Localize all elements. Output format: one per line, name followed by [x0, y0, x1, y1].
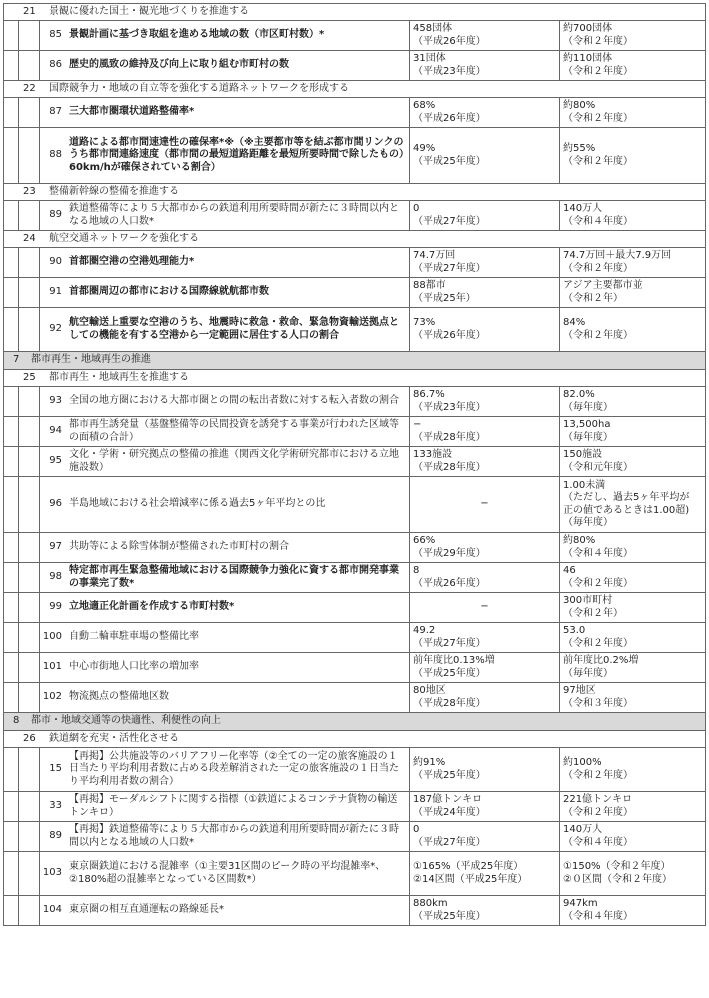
baseline-line: −: [480, 498, 489, 510]
baseline-value: [410, 683, 560, 712]
indent-gutter: [4, 477, 19, 532]
indent-gutter: [4, 748, 19, 791]
indicator-row: [4, 593, 706, 623]
target-line: （令和２年度）: [563, 155, 633, 167]
baseline-line: 86.7%: [413, 389, 445, 401]
baseline-line: ①165%（平成25年度）: [413, 861, 524, 873]
baseline-value: [410, 593, 560, 622]
indicator-row: [4, 308, 706, 352]
target-line: 約80%: [563, 100, 596, 112]
indicator-number: 86: [49, 59, 62, 71]
indicator-name: 【再掲】モーダルシフトに関する指標（①鉄道によるコンテナ貨物の輸送トンキロ）: [66, 792, 410, 821]
target-value: [560, 278, 705, 307]
baseline-value: [410, 533, 560, 562]
measure-number: 24: [23, 232, 36, 244]
indicator-number: 102: [42, 691, 62, 703]
target-value: [560, 563, 705, 592]
target-line: 正の値であるときは1.00超): [563, 504, 690, 516]
measure-number: 22: [23, 82, 36, 94]
baseline-line: 880km: [413, 898, 448, 910]
indent-gutter: [19, 278, 40, 307]
baseline-line: 0: [413, 824, 420, 836]
indicator-row: [4, 417, 706, 447]
target-line: 1.00未満: [563, 479, 606, 491]
indicator-name: 鉄道整備等により５大都市からの鉄道利用所要時間が新たに３時間以内となる地域の人口数*: [66, 201, 410, 230]
target-value: [560, 623, 705, 652]
indent-gutter: [19, 308, 40, 351]
target-line: ②０区間（令和２年度）: [563, 873, 672, 885]
indicator-number: 101: [42, 661, 62, 673]
baseline-value: [410, 201, 560, 230]
target-line: （令和２年度）: [563, 65, 633, 77]
baseline-line: （平成27年度）: [413, 836, 486, 848]
baseline-value: [410, 653, 560, 682]
target-line: （毎年度）: [563, 667, 613, 679]
indent-gutter: [4, 896, 19, 925]
measure-number: 26: [23, 732, 36, 744]
indicator-row: [4, 822, 706, 852]
indent-gutter: [19, 447, 40, 476]
indicator-row: [4, 792, 706, 822]
target-value: [560, 593, 705, 622]
target-value: [560, 387, 705, 416]
target-line: 97地区: [563, 685, 596, 697]
baseline-line: （平成26年度）: [413, 577, 486, 589]
baseline-line: （平成27年度）: [413, 262, 486, 274]
indicator-number: 33: [49, 800, 62, 812]
baseline-value: [410, 447, 560, 476]
baseline-line: （平成26年度）: [413, 35, 486, 47]
indicator-row: [4, 98, 706, 128]
indicator-number: 103: [42, 867, 62, 879]
target-value: [560, 748, 705, 791]
indicator-name: 自動二輪車駐車場の整備比率: [66, 623, 410, 652]
indent-gutter: [19, 748, 40, 791]
indicator-name: 東京圏の相互直通運転の路線延長*: [66, 896, 410, 925]
baseline-value: [410, 308, 560, 351]
indicator-row: [4, 533, 706, 563]
baseline-line: 31団体: [413, 53, 446, 65]
indicator-name: 中心市街地人口比率の増加率: [66, 653, 410, 682]
baseline-value: [410, 417, 560, 446]
indicator-number: 90: [49, 256, 62, 268]
indicator-name: 半島地域における社会増減率に係る過去5ヶ年平均との比: [66, 477, 410, 532]
target-line: （令和４年度）: [563, 910, 633, 922]
indent-gutter: [4, 447, 19, 476]
indent-gutter: [19, 201, 40, 230]
target-line: 82.0%: [563, 389, 595, 401]
measure-row: [4, 81, 706, 98]
baseline-line: （平成25年度）: [413, 667, 486, 679]
baseline-line: 前年度比0.13%増: [413, 655, 495, 667]
indicator-name: 【再掲】公共施設等のバリアフリー化率等（②全ての一定の旅客施設の１日当たり平均利用者数に占める段差解消された一定の旅客施設の１日当たり平均利用者数の割合）: [66, 748, 410, 791]
target-value: [560, 21, 705, 50]
baseline-line: 133施設: [413, 449, 453, 461]
indicator-number: 93: [49, 395, 62, 407]
baseline-line: （平成25年度）: [413, 910, 486, 922]
baseline-line: ②14区間（平成25年度）: [413, 873, 528, 885]
target-line: （毎年度）: [563, 401, 613, 413]
indicator-row: [4, 128, 706, 184]
indicator-row: [4, 248, 706, 278]
measure-row: [4, 4, 706, 21]
indent-gutter: [4, 852, 19, 895]
indent-gutter: [4, 128, 19, 183]
indent-gutter: [4, 51, 19, 80]
target-line: 947km: [563, 898, 598, 910]
baseline-value: [410, 477, 560, 532]
indent-gutter: [19, 683, 40, 712]
indicator-name: 道路による都市間速達性の確保率*※（※主要都市等を結ぶ都市間リンクのうち都市間連絡速度（都市間の最短道路距離を最短所要時間で除したもの）60km/hが確保されている割合）: [66, 128, 410, 183]
indent-gutter: [19, 563, 40, 592]
indicator-name: 東京圏鉄道における混雑率（①主要31区間のピーク時の平均混雑率*、②180%超の混雑率となっている区間数*）: [66, 852, 410, 895]
indent-gutter: [4, 653, 19, 682]
measure-title: 航空交通ネットワークを強化する: [49, 232, 199, 244]
indent-gutter: [4, 308, 19, 351]
measure-title: 鉄道網を充実・活性化させる: [49, 732, 179, 744]
baseline-value: [410, 98, 560, 127]
indent-gutter: [19, 128, 40, 183]
indicator-name: 【再掲】鉄道整備等により５大都市からの鉄道利用所要時間が新たに３時間以内となる地域の人口数*: [66, 822, 410, 851]
target-line: （令和元年度）: [563, 461, 633, 473]
target-line: （令和４年度）: [563, 547, 633, 559]
baseline-value: [410, 822, 560, 851]
baseline-value: [410, 278, 560, 307]
target-line: 前年度比0.2%増: [563, 655, 639, 667]
baseline-value: [410, 21, 560, 50]
target-value: [560, 653, 705, 682]
target-value: [560, 201, 705, 230]
indicator-row: [4, 623, 706, 653]
target-line: 13,500ha: [563, 419, 611, 431]
baseline-line: 8: [413, 565, 420, 577]
target-line: （毎年度）: [563, 516, 613, 528]
indent-gutter: [19, 417, 40, 446]
target-value: [560, 533, 705, 562]
indent-gutter: [19, 822, 40, 851]
measure-row: [4, 184, 706, 201]
baseline-value: [410, 387, 560, 416]
baseline-line: （平成23年度）: [413, 65, 486, 77]
indent-gutter: [4, 533, 19, 562]
indicator-row: [4, 852, 706, 896]
target-line: （令和４年度）: [563, 836, 633, 848]
baseline-line: 約91%: [413, 757, 446, 769]
measure-row: [4, 231, 706, 248]
target-line: 約80%: [563, 535, 596, 547]
indicator-name: 都市再生誘発量（基盤整備等の民間投資を誘発する事業が行われた区域等の面積の合計）: [66, 417, 410, 446]
baseline-line: （平成25年度）: [413, 769, 486, 781]
indicator-row: [4, 278, 706, 308]
indicator-name: 特定都市再生緊急整備地域における国際競争力強化に資する都市開発事業の事業完了数*: [66, 563, 410, 592]
indent-gutter: [19, 387, 40, 416]
baseline-line: −: [480, 601, 489, 613]
policy-number: 8: [13, 715, 20, 727]
indicator-name: 全国の地方圏における大都市圏との間の転出者数に対する転入者数の割合: [66, 387, 410, 416]
indent-gutter: [19, 477, 40, 532]
indicator-row: [4, 748, 706, 792]
indent-gutter: [19, 98, 40, 127]
target-line: ①150%（令和２年度）: [563, 861, 671, 873]
target-value: [560, 417, 705, 446]
baseline-line: （平成26年度）: [413, 112, 486, 124]
baseline-line: （平成28年度）: [413, 431, 486, 443]
indicator-name: 三大都市圏環状道路整備率*: [66, 98, 410, 127]
indent-gutter: [19, 623, 40, 652]
indicator-name: 景観計画に基づき取組を進める地域の数（市区町村数）*: [66, 21, 410, 50]
target-line: （令和２年度）: [563, 577, 633, 589]
baseline-line: （平成29年度）: [413, 547, 486, 559]
indent-gutter: [4, 623, 19, 652]
target-line: （令和３年度）: [563, 697, 633, 709]
indicator-number: 96: [49, 498, 62, 510]
target-line: （令和４年度）: [563, 215, 633, 227]
target-value: [560, 792, 705, 821]
target-value: [560, 128, 705, 183]
baseline-value: [410, 51, 560, 80]
indent-gutter: [4, 21, 19, 50]
baseline-line: （平成25年）: [413, 292, 476, 304]
baseline-line: 458団体: [413, 23, 453, 35]
baseline-line: （平成27年度）: [413, 215, 486, 227]
indicator-row: [4, 51, 706, 81]
baseline-value: [410, 748, 560, 791]
baseline-value: [410, 248, 560, 277]
policy-title: 都市・地域交通等の快適性、利便性の向上: [31, 715, 221, 727]
indicator-number: 89: [49, 209, 62, 221]
indicator-number: 89: [49, 830, 62, 842]
indicator-row: [4, 563, 706, 593]
policy-number: 7: [13, 354, 20, 366]
target-line: 74.7万回＋最大7.9万回: [563, 250, 672, 262]
indent-gutter: [4, 683, 19, 712]
policy-title: 都市再生・地域再生の推進: [31, 354, 151, 366]
indent-gutter: [19, 653, 40, 682]
indicator-row: [4, 477, 706, 533]
indicator-number: 104: [42, 904, 62, 916]
target-line: （令和２年度）: [563, 35, 633, 47]
indent-gutter: [4, 278, 19, 307]
indicator-number: 97: [49, 541, 62, 553]
target-line: 140万人: [563, 203, 603, 215]
target-value: [560, 98, 705, 127]
indicator-row: [4, 447, 706, 477]
target-line: 300市町村: [563, 595, 613, 607]
indicator-row: [4, 896, 706, 926]
indicator-name: 首都圏周辺の都市における国際線就航都市数: [66, 278, 410, 307]
indent-gutter: [19, 896, 40, 925]
baseline-value: [410, 852, 560, 895]
baseline-value: [410, 128, 560, 183]
target-line: （令和２年度）: [563, 637, 633, 649]
target-line: （令和２年度）: [563, 806, 633, 818]
baseline-line: （平成28年度）: [413, 461, 486, 473]
baseline-line: 0: [413, 203, 420, 215]
baseline-line: （平成24年度）: [413, 806, 486, 818]
indicator-name: 立地適正化計画を作成する市町村数*: [66, 593, 410, 622]
indicator-number: 92: [49, 323, 62, 335]
indent-gutter: [19, 852, 40, 895]
indent-gutter: [4, 248, 19, 277]
baseline-line: 74.7万回: [413, 250, 456, 262]
target-value: [560, 447, 705, 476]
indent-gutter: [4, 593, 19, 622]
measure-title: 都市再生・地域再生を推進する: [49, 371, 189, 383]
baseline-line: 68%: [413, 100, 436, 112]
indent-gutter: [4, 822, 19, 851]
indent-gutter: [4, 792, 19, 821]
measure-number: 25: [23, 371, 36, 383]
indent-gutter: [19, 51, 40, 80]
measure-title: 整備新幹線の整備を推進する: [49, 185, 179, 197]
measure-number: 21: [23, 5, 36, 17]
target-line: 約100%: [563, 757, 602, 769]
indicator-number: 87: [49, 106, 62, 118]
baseline-line: −: [413, 419, 422, 431]
measure-number: 23: [23, 185, 36, 197]
target-line: 221億トンキロ: [563, 794, 633, 806]
baseline-line: 80地区: [413, 685, 446, 697]
indent-gutter: [19, 533, 40, 562]
target-value: [560, 477, 705, 532]
target-line: アジア主要都市並: [563, 280, 643, 292]
indicator-number: 85: [49, 29, 62, 41]
indicator-name: 物流拠点の整備地区数: [66, 683, 410, 712]
target-line: （令和２年度）: [563, 329, 633, 341]
baseline-line: （平成27年度）: [413, 637, 486, 649]
indent-gutter: [4, 387, 19, 416]
baseline-line: 49%: [413, 143, 436, 155]
target-line: （令和２年）: [563, 292, 623, 304]
measure-title: 国際競争力・地域の自立等を強化する道路ネットワークを形成する: [49, 82, 349, 94]
baseline-line: 187億トンキロ: [413, 794, 483, 806]
indent-gutter: [19, 792, 40, 821]
target-value: [560, 51, 705, 80]
target-value: [560, 683, 705, 712]
indicator-number: 94: [49, 425, 62, 437]
indicator-number: 99: [49, 601, 62, 613]
target-line: （ただし、過去5ヶ年平均が: [563, 492, 690, 504]
measure-row: [4, 731, 706, 748]
target-line: （毎年度）: [563, 431, 613, 443]
indent-gutter: [19, 593, 40, 622]
target-line: （令和２年）: [563, 607, 623, 619]
policy-row: [4, 352, 706, 370]
target-line: 46: [563, 565, 576, 577]
indent-gutter: [4, 98, 19, 127]
indicator-number: 91: [49, 286, 62, 298]
target-value: [560, 852, 705, 895]
indent-gutter: [19, 21, 40, 50]
baseline-line: 49.2: [413, 625, 436, 637]
measure-title: 景観に優れた国土・観光地づくりを推進する: [49, 5, 249, 17]
indent-gutter: [4, 563, 19, 592]
baseline-line: 66%: [413, 535, 436, 547]
target-value: [560, 308, 705, 351]
indicator-name: 首都圏空港の空港処理能力*: [66, 248, 410, 277]
indicator-number: 88: [49, 149, 62, 161]
indicator-number: 100: [42, 631, 62, 643]
baseline-value: [410, 792, 560, 821]
indicator-number: 95: [49, 455, 62, 467]
indicator-row: [4, 653, 706, 683]
baseline-value: [410, 563, 560, 592]
target-line: 約55%: [563, 143, 596, 155]
baseline-line: （平成23年度）: [413, 401, 486, 413]
baseline-line: 73%: [413, 317, 436, 329]
indicator-row: [4, 21, 706, 51]
target-line: （令和２年度）: [563, 112, 633, 124]
indicator-name: 共助等による除雪体制が整備された市町村の割合: [66, 533, 410, 562]
baseline-line: （平成28年度）: [413, 697, 486, 709]
policy-row: [4, 713, 706, 731]
indicator-table: [3, 3, 706, 926]
indicator-number: 15: [49, 763, 62, 775]
indicator-row: [4, 683, 706, 713]
target-line: 約700団体: [563, 23, 613, 35]
indicator-name: 文化・学術・研究拠点の整備の推進（関西文化学術研究都市における立地施設数）: [66, 447, 410, 476]
target-line: 150施設: [563, 449, 603, 461]
indicator-row: [4, 201, 706, 231]
baseline-line: （平成26年度）: [413, 329, 486, 341]
indicator-number: 98: [49, 571, 62, 583]
baseline-line: （平成25年度）: [413, 155, 486, 167]
target-line: （令和２年度）: [563, 262, 633, 274]
target-line: 84%: [563, 317, 586, 329]
indent-gutter: [19, 248, 40, 277]
target-line: 約110団体: [563, 53, 613, 65]
target-line: （令和２年度）: [563, 769, 633, 781]
indicator-row: [4, 387, 706, 417]
target-line: 53.0: [563, 625, 586, 637]
measure-row: [4, 370, 706, 387]
baseline-value: [410, 623, 560, 652]
indicator-name: 航空輸送上重要な空港のうち、地震時に救急・救命、緊急物資輸送拠点としての機能を有する空港から一定範囲に居住する人口の割合: [66, 308, 410, 351]
target-value: [560, 896, 705, 925]
indent-gutter: [4, 417, 19, 446]
indent-gutter: [4, 201, 19, 230]
target-line: 140万人: [563, 824, 603, 836]
target-value: [560, 248, 705, 277]
baseline-line: 88都市: [413, 280, 446, 292]
indicator-name: 歴史的風致の維持及び向上に取り組む市町村の数: [66, 51, 410, 80]
target-value: [560, 822, 705, 851]
baseline-value: [410, 896, 560, 925]
